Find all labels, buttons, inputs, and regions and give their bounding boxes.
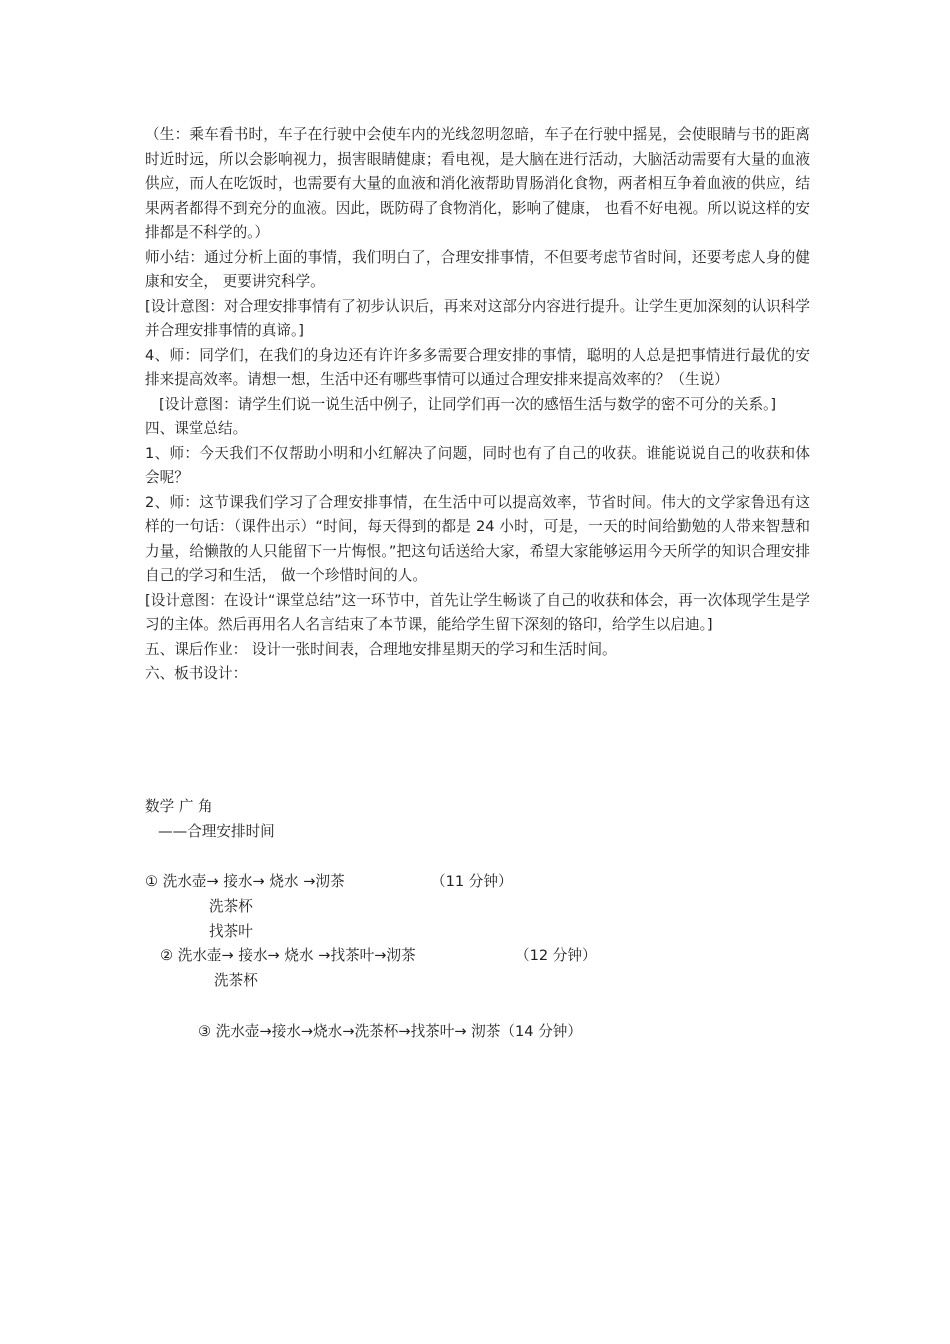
plan-1-parallel-step: 洗茶杯 [209,898,253,915]
teacher-paragraph: 2、师：这节课我们学习了合理安排事情，在生活中可以提高效率，节省时间。伟大的文学家鲁迅有这样的一句话：（课件出示）“时间，每天得到的都是 24 小时，可是，一天的时间给勤勉的人带来智慧和力量，给懒散的人只能留下一片悔恨。”把这句话送给大家，希望大家能够运用今天所学的知识合理安排自己的学习和生活， 做一个珍惜时间的人。 [145,493,810,584]
board-title: 数学 广 角 [145,798,213,815]
plan-1-parallel-step: 找茶叶 [209,923,253,940]
board-design-heading: 六、板书设计： [145,665,248,682]
design-intent-paragraph: [设计意图：对合理安排事情有了初步认识后，再来对这部分内容进行提升。让学生更加深刻的认识科学并合理安排事情的真谛。] [145,297,810,339]
student-answer-paragraph: （生：乘车看书时，车子在行驶中会使车内的光线忽明忽暗，车子在行驶中摇晃，会使眼睛与书的距离时近时远，所以会影响视力，损害眼睛健康；看电视，是大脑在进行活动，大脑活动需要有大量的血液供应，而人在吃饭时，也需要有大量的血液和消化液帮助胃肠消化食物，两者相互争着血液的供应，结果两者都得不到充分的血液。因此，既防碍了食物消化，影响了健康， 也看不好电视。所以说这样的安排都是不科学的。） [145,126,810,241]
section-heading: 四、课堂总结。 [145,420,248,437]
teacher-paragraph: 1、师：今天我们不仅帮助小明和小红解决了问题，同时也有了自己的收获。谁能说说自己的收获和体会呢？ [145,444,810,486]
plan-2-time: （12 分钟） [515,947,597,964]
design-intent-paragraph: [设计意图：在设计“课堂总结”这一环节中，首先让学生畅谈了自己的收获和体会，再一次体现学生是学习的主体。然后再用名人名言结束了本节课，能给学生留下深刻的铬印，给学生以启迪。] [145,591,810,633]
teacher-question-paragraph: 4、师：同学们，在我们的身边还有许许多多需要合理安排的事情，聪明的人总是把事情进行最优的安排来提高效率。请想一想，生活中还有哪些事情可以通过合理安排来提高效率的？（生说） [145,346,810,388]
plan-1-time: （11 分钟） [431,873,513,890]
plan-1-steps: ① 洗水壶→ 接水→ 烧水 →沏茶 [145,873,345,890]
plan-2-parallel-step: 洗茶杯 [214,972,258,989]
board-subtitle: ——合理安排时间 [158,823,275,840]
plan-2-steps: ② 洗水壶→ 接水→ 烧水 →找茶叶→沏茶 [160,947,416,964]
design-intent-paragraph: [设计意图：请学生们说一说生活中例子，让同学们再一次的感悟生活与数学的密不可分的关系。] [159,395,777,413]
homework-heading: 五、课后作业： 设计一张时间表，合理地安排星期天的学习和生活时间。 [145,640,617,658]
plan-3-steps: ③ 洗水壶→接水→烧水→洗茶杯→找茶叶→ 沏茶（14 分钟） [198,1023,582,1040]
teacher-summary-paragraph: 师小结：通过分析上面的事情，我们明白了，合理安排事情，不但要考虑节省时间，还要考虑人身的健康和安全， 更要讲究科学。 [145,248,810,290]
